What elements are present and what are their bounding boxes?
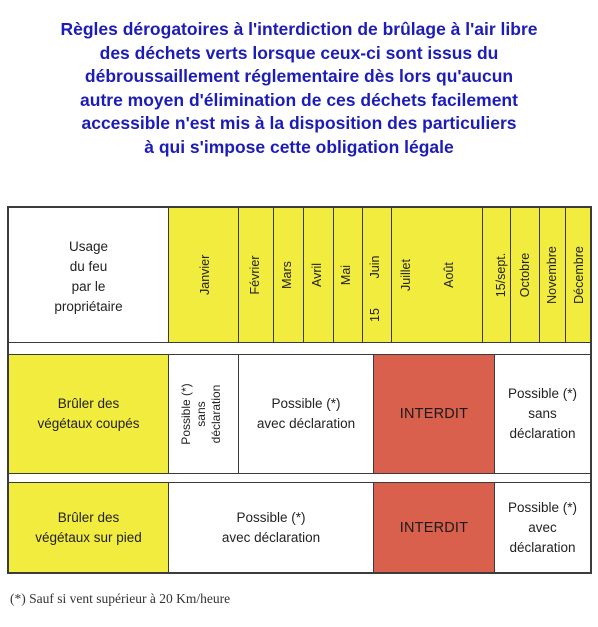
- month-mai: Mai: [339, 264, 353, 286]
- title-line: des déchets verts lorsque ceux-ci sont issus du: [99, 42, 499, 63]
- label-line: Brûler des: [57, 396, 120, 411]
- possible-line: Possible (*): [236, 509, 306, 525]
- possible-line: Possible (*): [271, 396, 341, 411]
- cell-possible-avec-declaration: [239, 355, 373, 473]
- month-avril: Avril: [310, 262, 324, 288]
- regulation-table: [7, 206, 592, 574]
- label-line: végétaux sur pied: [35, 529, 142, 545]
- month-octobre: Octobre: [518, 252, 532, 298]
- usage-line: propriétaire: [54, 299, 123, 314]
- month-juin: Juin: [368, 255, 382, 279]
- cell-possible-sans-declaration: [495, 355, 590, 473]
- title-line: Règles dérogatoires à l'interdiction de brûlage à l'air libre: [60, 19, 538, 39]
- month-mars: Mars: [280, 261, 294, 289]
- possible-line: déclaration: [509, 539, 576, 555]
- possible-line: Possible (*): [507, 386, 578, 401]
- title-line: débroussaillement réglementaire dès lors qu'aucun: [84, 66, 514, 86]
- cell-interdit-2: INTERDIT: [374, 483, 494, 572]
- title-line: accessible n'est mis à la disposition des particuliers: [81, 113, 517, 133]
- row-label-vegetaux-sur-pied: [9, 483, 168, 572]
- label-line: végétaux coupés: [37, 416, 140, 431]
- month-15-sept: 15/sept.: [494, 252, 508, 298]
- possible-line: Possible (*): [507, 499, 578, 515]
- label-line: Brûler des: [57, 509, 120, 525]
- usage-line: du feu: [69, 259, 108, 274]
- marker-15: 15: [368, 308, 382, 322]
- month-decembre: Décembre: [572, 246, 586, 304]
- narrow-line: sans: [194, 401, 208, 427]
- footnote: (*) Sauf si vent supérieur à 20 Km/heure: [10, 591, 231, 606]
- month-aout: Août: [442, 262, 456, 288]
- cell-possible-sans-declaration-narrow: [169, 355, 238, 473]
- narrow-line: déclaration: [209, 384, 223, 444]
- cell-interdit: INTERDIT: [374, 355, 494, 473]
- page-title: [0, 18, 598, 159]
- month-fevrier: Février: [248, 255, 262, 295]
- narrow-line: Possible (*): [179, 383, 193, 445]
- cell-possible-avec-declaration-2: [169, 483, 373, 572]
- possible-line: avec déclaration: [221, 529, 321, 545]
- possible-line: avec déclaration: [256, 416, 356, 431]
- possible-line: déclaration: [509, 426, 576, 441]
- month-novembre: Novembre: [545, 246, 559, 304]
- row-label-vegetaux-coupes: [9, 355, 168, 473]
- title-line: à qui s'impose cette obligation légale: [144, 136, 454, 157]
- cell-possible-avec-declaration-3: [495, 483, 590, 572]
- usage-line: par le: [71, 279, 106, 294]
- month-janvier: Janvier: [198, 254, 212, 295]
- possible-line: sans: [528, 406, 557, 421]
- title-line: autre moyen d'élimination de ces déchets facilement: [80, 89, 518, 110]
- month-juillet: Juillet: [399, 259, 413, 291]
- possible-line: avec: [528, 519, 557, 535]
- usage-line: Usage: [68, 239, 109, 254]
- usage-header: [9, 208, 168, 342]
